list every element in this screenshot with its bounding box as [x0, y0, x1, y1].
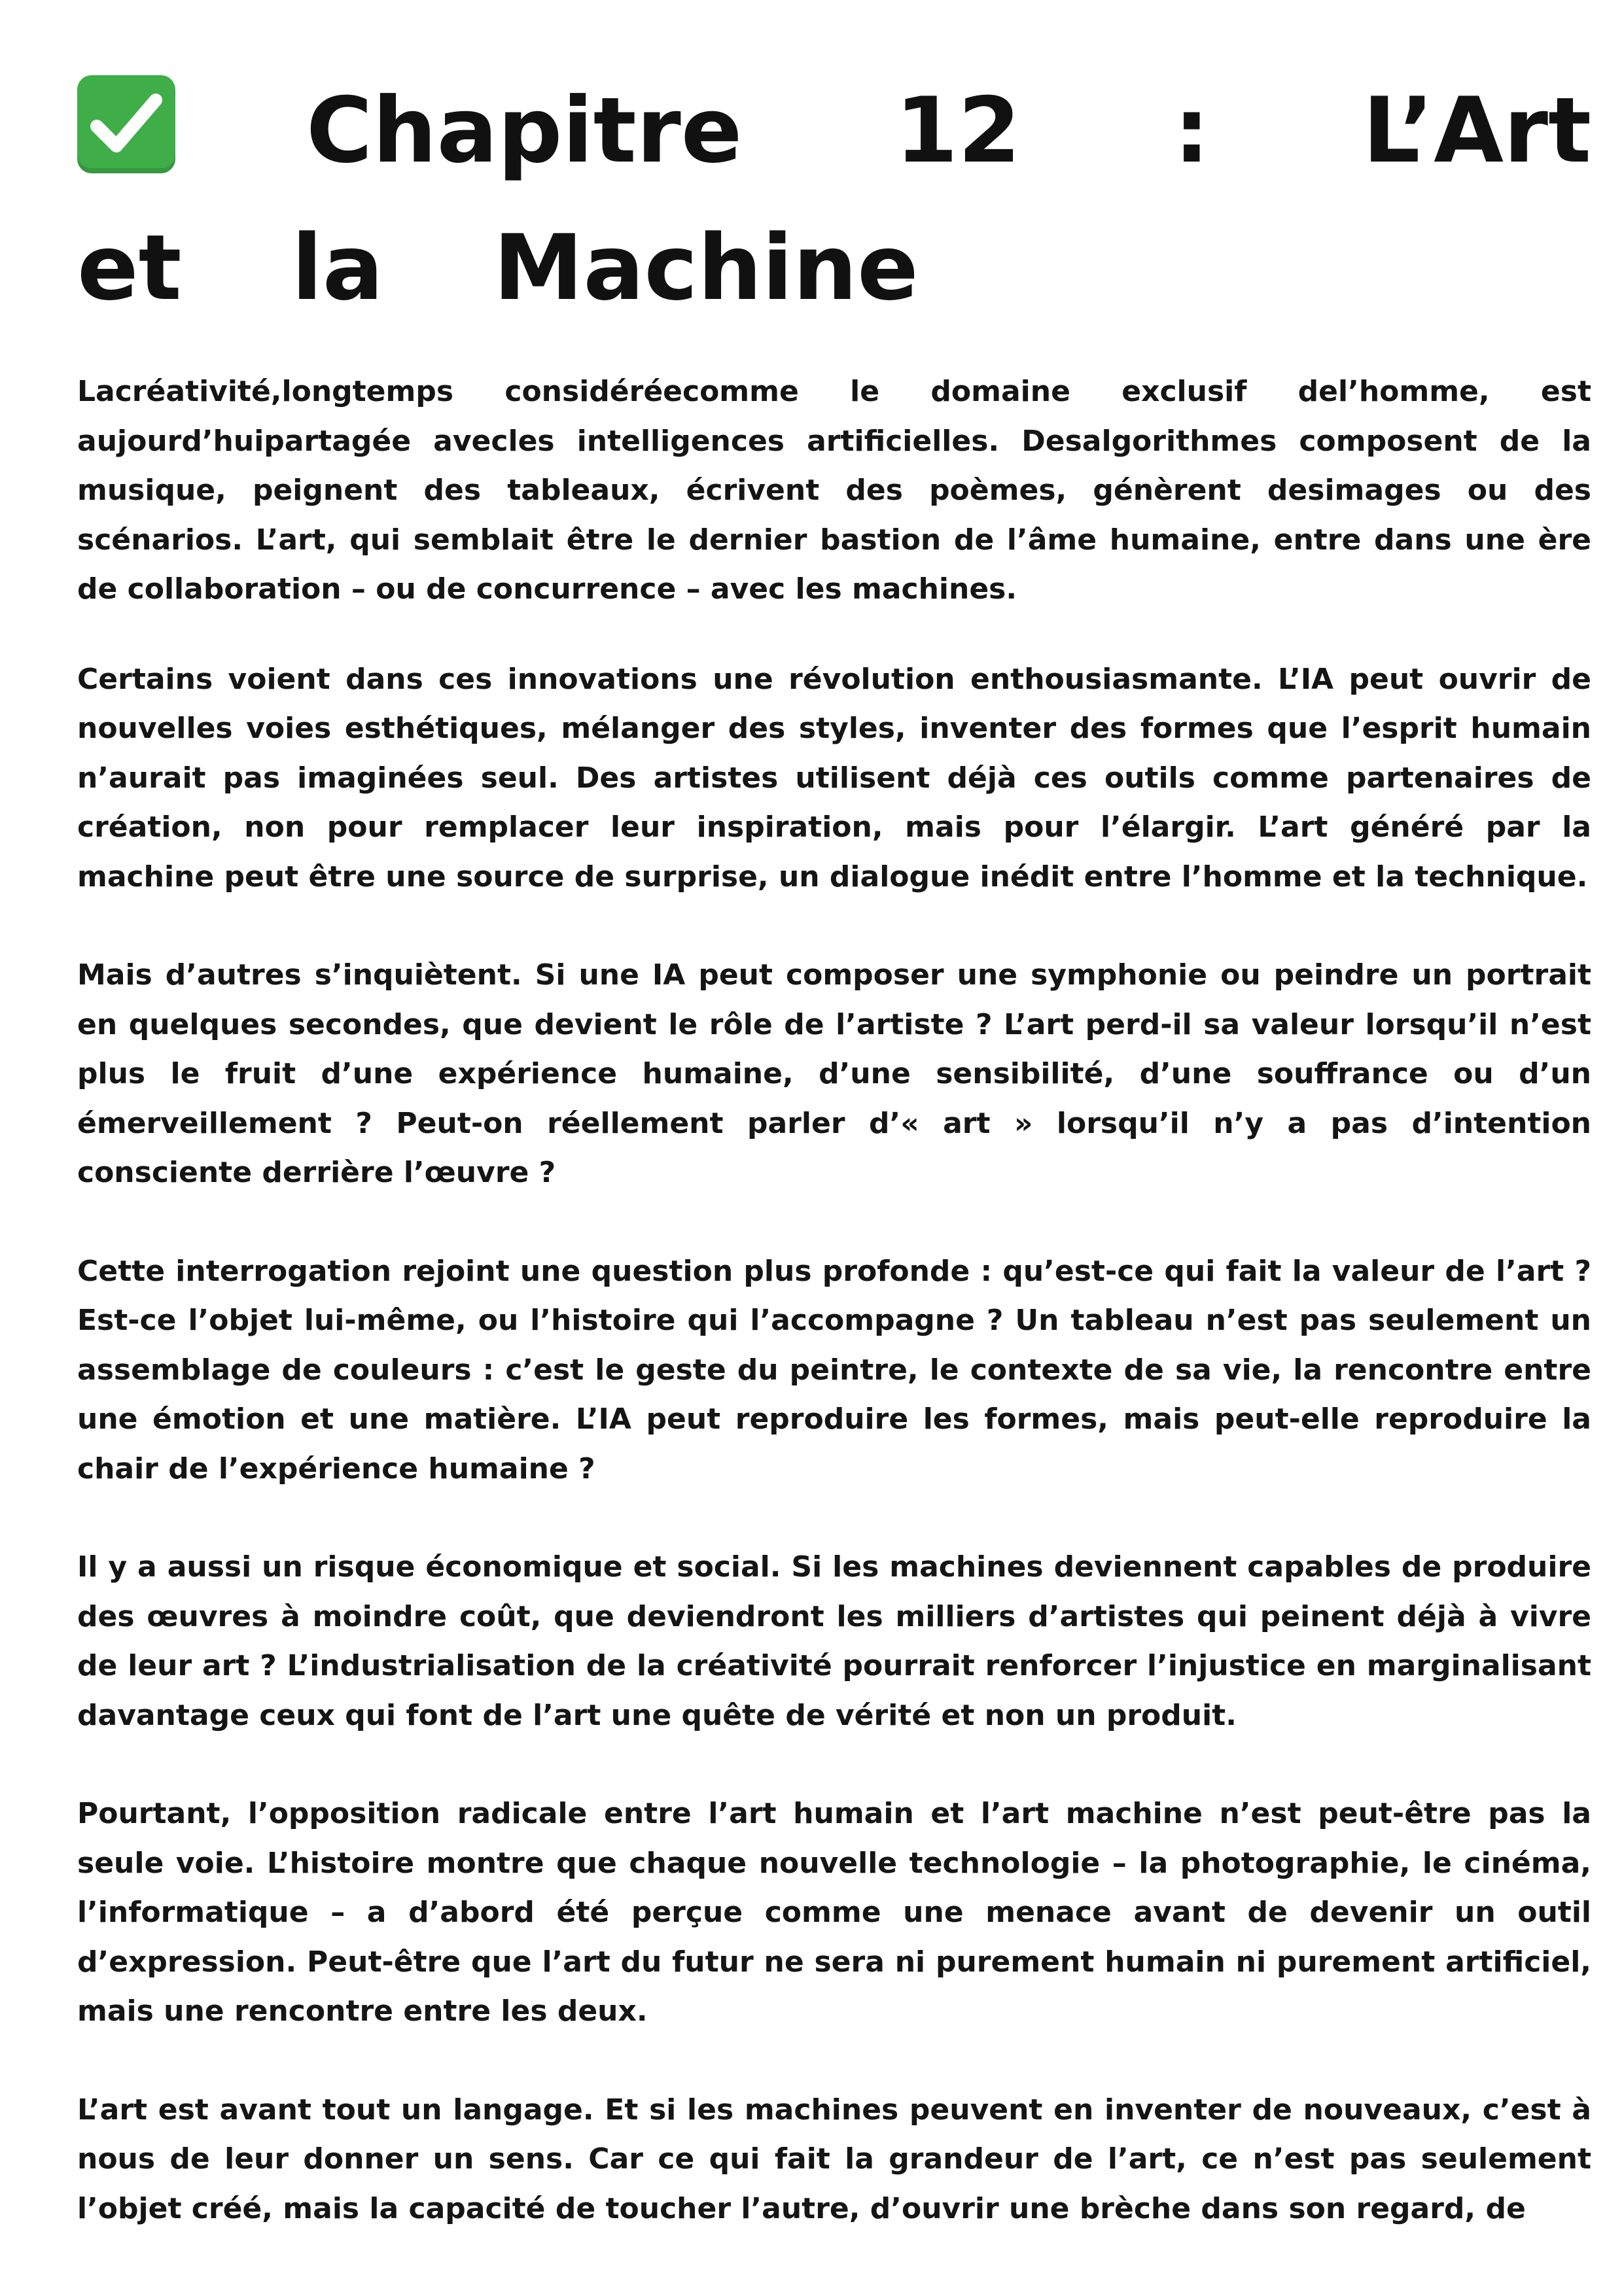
- chapter-heading: [77, 62, 1591, 337]
- chapter-title: Chapitre 12 : L’Art et la Machine: [77, 78, 1591, 321]
- paragraph: Mais d’autres s’inquiètent. Si une IA peut composer une symphonie ou peindre un portrait en quelques secondes, que devient le rôle de l’artiste ? L’art perd-il sa valeur lorsqu’il n’est plus le fruit d’une expérience humaine, d’une sensibilité, d’une souffrance ou d’un émerveillement ? Peut-on réellement parler d’« art » lorsqu’il n’y a pas d’intention consciente derrière l’œuvre ?: [77, 958, 1591, 1189]
- paragraph: L’art est avant tout un langage. Et si les machines peuvent en inventer de nouveaux, c’est à nous de leur donner un sens. Car ce qui fait la grandeur de l’art, ce n’est pas seulement l’objet créé, mais la capacité de toucher l’autre, d’ouvrir une brèche dans son regard, de: [77, 2093, 1591, 2225]
- paragraph: Lacréativité,longtemps considéréecomme le domaine exclusif del’homme, est aujourd’huipartagée avecles intelligences artificielles. Desalgorithmes composent de la musique, peignent des tableaux, écrivent des poèmes, génèrent desimages ou des scénarios. L’art, qui semblait être le dernier bastion de l’âme humaine, entre dans une ère de collaboration – ou de concurrence – avec les machines.: [77, 375, 1591, 606]
- check-mark-button-icon: [77, 75, 175, 173]
- paragraph: Cette interrogation rejoint une question plus profonde : qu’est-ce qui fait la valeur de l’art ? Est-ce l’objet lui-même, ou l’histoire qui l’accompagne ? Un tableau n’est pas seulement un assemblage de couleurs : c’est le geste du peintre, le contexte de sa vie, la rencontre entre une émotion et une matière. L’IA peut reproduire les formes, mais peut-elle reproduire la chair de l’expérience humaine ?: [77, 1254, 1591, 1486]
- chapter-body: [77, 367, 1591, 2233]
- document-page: [77, 62, 1591, 2282]
- paragraph: Certains voient dans ces innovations une révolution enthousiasmante. L’IA peut ouvrir de nouvelles voies esthétiques, mélanger des styles, inventer des formes que l’esprit humain n’aurait pas imaginées seul. Des artistes utilisent déjà ces outils comme partenaires de création, non pour remplacer leur inspiration, mais pour l’élargir. L’art généré par la machine peut être une source de surprise, un dialogue inédit entre l’homme et la technique.: [77, 662, 1591, 894]
- paragraph: Il y a aussi un risque économique et social. Si les machines deviennent capables de produire des œuvres à moindre coût, que deviendront les milliers d’artistes qui peinent déjà à vivre de leur art ? L’industrialisation de la créativité pourrait renforcer l’injustice en marginalisant davantage ceux qui font de l’art une quête de vérité et non un produit.: [77, 1550, 1591, 1732]
- paragraph: Pourtant, l’opposition radicale entre l’art humain et l’art machine n’est peut-être pas la seule voie. L’histoire montre que chaque nouvelle technologie – la photographie, le cinéma, l’informatique – a d’abord été perçue comme une menace avant de devenir un outil d’expression. Peut-être que l’art du futur ne sera ni purement humain ni purement artificiel, mais une rencontre entre les deux.: [77, 1797, 1591, 2028]
